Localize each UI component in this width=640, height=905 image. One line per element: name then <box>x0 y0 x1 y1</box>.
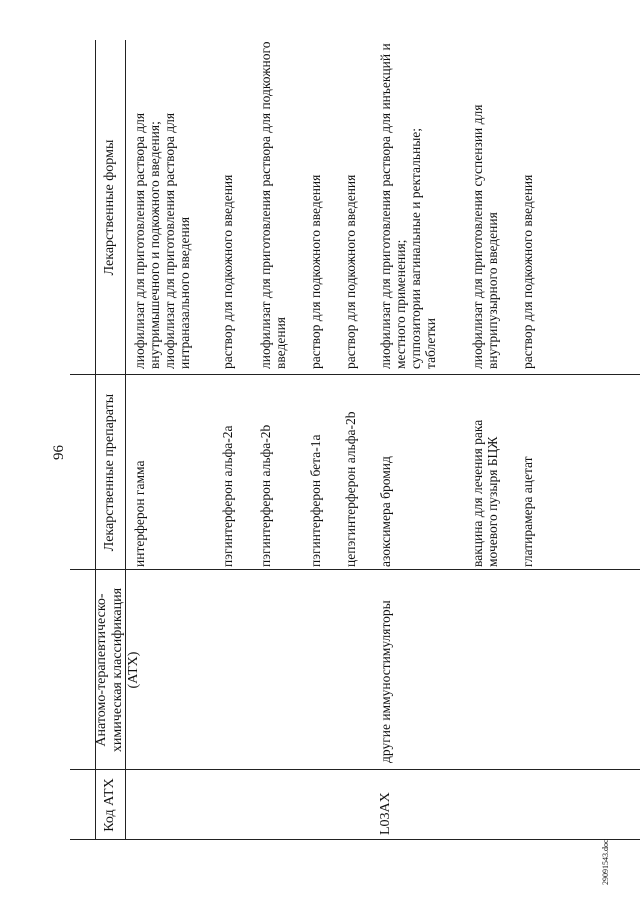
drug-cell: цепэгинтерферон альфа-2b <box>343 411 358 567</box>
form-cell <box>258 39 288 369</box>
form-cell <box>343 39 358 369</box>
header-classification: Анатомо-терапевтическо-химическая классификация (АТХ) <box>94 587 141 753</box>
form-cell <box>378 39 438 369</box>
form-line: раствор для подкожного введения <box>520 174 535 369</box>
col-divider-2 <box>70 769 640 770</box>
col-divider-1 <box>70 839 640 840</box>
drug-cell: интерферон гамма <box>132 460 147 567</box>
drug-cell: пэгинтерферон альфа-2a <box>220 425 235 567</box>
file-name-footer: 29091543.doc <box>601 839 610 885</box>
page-number: 96 <box>51 445 67 460</box>
drug-cell: азоксимера бромид <box>378 456 393 567</box>
form-line: раствор для подкожного введения <box>308 174 323 369</box>
drug-cell: пэгинтерферон бета-1a <box>308 434 323 567</box>
form-line: лиофилизат для приготовления раствора для инъекций и местного применения; <box>378 43 408 369</box>
form-line: лиофилизат для приготовления раствора для подкожного введения <box>258 41 288 369</box>
form-line: лиофилизат для приготовления раствора для интраназального введения <box>162 112 192 369</box>
col-divider-4 <box>70 374 640 375</box>
form-cell <box>520 39 535 369</box>
form-cell <box>308 39 323 369</box>
form-cell <box>470 39 500 369</box>
form-line: лиофилизат для приготовления раствора для внутримышечного и подкожного введения; <box>132 112 162 369</box>
header-forms: Лекарственные формы <box>102 139 117 276</box>
header-code: Код АТХ <box>102 778 117 832</box>
drug-cell <box>470 382 500 567</box>
classification-cell: другие иммуностимуляторы <box>378 600 393 763</box>
drug-cell: пэгинтерферон альфа-2b <box>258 424 273 567</box>
form-line: лиофилизат для приготовления суспензии для внутрипузырного введения <box>470 104 500 369</box>
form-line: суппозитории вагинальные и ректальные; <box>408 127 423 369</box>
form-line: таблетки <box>423 317 438 369</box>
header-drugs: Лекарственные препараты <box>102 393 117 552</box>
form-cell <box>220 39 235 369</box>
form-line: раствор для подкожного введения <box>220 174 235 369</box>
form-cell <box>132 39 192 369</box>
drug-cell: глатирамера ацетат <box>520 456 535 567</box>
drug-line: вакцина для лечения рака мочевого пузыря БЦЖ <box>470 419 500 567</box>
col-divider-3 <box>70 569 640 570</box>
form-line: раствор для подкожного введения <box>343 174 358 369</box>
atc-code-cell: L03AX <box>378 792 393 835</box>
